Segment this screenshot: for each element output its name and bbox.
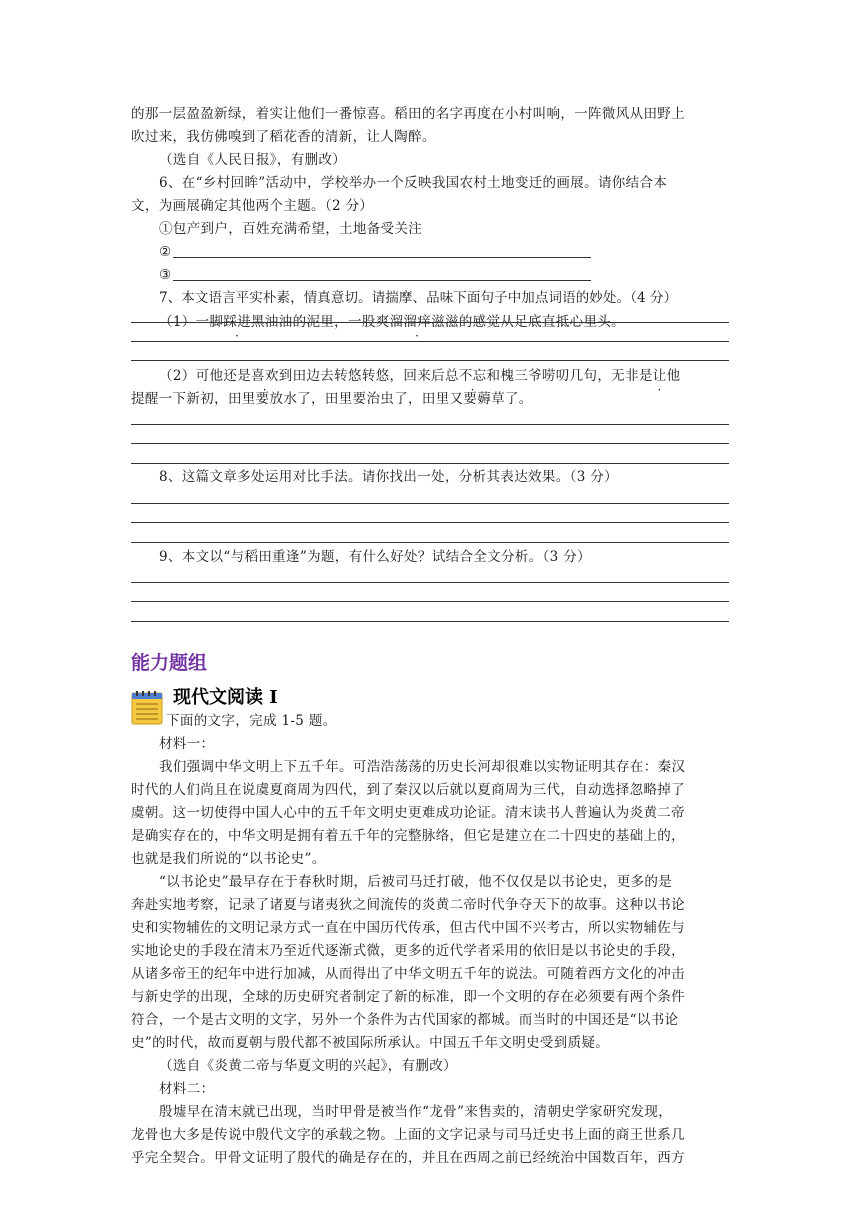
answer-line[interactable]: [131, 503, 729, 504]
answer-line[interactable]: [131, 322, 729, 323]
source-note: （选自《人民日报》，有删改）: [159, 152, 347, 168]
paragraph-line: “以书论史”最早存在于春秋时期，后被司马迁打破，他不仅仅是以书论史，更多的是: [159, 874, 673, 890]
answer-line[interactable]: [131, 522, 729, 523]
answer-blank-3[interactable]: ③: [159, 264, 731, 287]
paragraph-line: 史和实物辅佐的文明记录方式一直在中国历代传承，但古代中国不兴考古，所以实物辅佐与: [131, 920, 685, 936]
dotted-word: 爽溜溜痒滋滋 ·: [376, 314, 459, 330]
dotted-word: 喜欢: [251, 368, 279, 384]
question-7-sentence-1: （1）一脚踩进黑油油的泥里，一股爽溜溜痒滋滋 ·的感觉从足底直抵心里头。: [159, 311, 731, 334]
answer-line[interactable]: [131, 601, 729, 602]
paragraph-line: 符合，一个是古文明的文字，另外一个条件为古代国家的都城。而当时的中国还是“以书论: [131, 1012, 679, 1028]
paragraph-line: 实地论史的手段在清末乃至近代逐渐式微，更多的近代学者采用的依旧是以书论史的手段，: [131, 943, 685, 959]
dotted-word: 踩进: [223, 314, 252, 330]
paragraph-line: 乎完全契合。甲骨文证明了殷代的确是存在的，并且在西周之前已经统治中国数百年，西方: [131, 1150, 685, 1166]
answer-line[interactable]: [131, 424, 729, 425]
answer-line[interactable]: [131, 621, 729, 622]
source-note: （选自《炎黄二帝与华夏文明的兴起》，有删改）: [159, 1058, 457, 1074]
paragraph-line: 是确实存在的，中华文明是拥有着五千年的完整脉络，但它是建立在二十四史的基础上的，: [131, 828, 685, 844]
question-9: 9、本文以“与稻田重逢”为题，有什么好处？试结合全文分析。（3 分）: [159, 549, 591, 565]
paragraph-line: 虞朝。这一切使得中国人心中的五千年文明史更难成功论证。清末读书人普遍认为炎黄二帝: [131, 805, 685, 821]
paragraph-line: 奔赴实地考察，记录了诸夏与诸夷狄之间流传的炎黄二帝时代争夺天下的故事。这种以书论: [131, 897, 685, 913]
fill-blank[interactable]: [173, 243, 591, 258]
question-7-sentence-2: （2）可他还是喜欢到田边去转悠转悠，回来后总不忘和槐三爷唠叨几句，无非是让他: [159, 368, 681, 384]
paragraph-line: 也就是我们所说的“以书论史”。: [131, 851, 326, 867]
answer-line[interactable]: [131, 443, 729, 444]
dotted-word: 不忘: [458, 368, 487, 384]
answer-line[interactable]: [131, 463, 729, 464]
answer-option-1: ①包产到户，百姓充满希望，土地备受关注: [159, 221, 423, 237]
paragraph-line: 我们强调中华文明上下五千年。可浩浩荡荡的历史长河却很难以实物证明其存在：秦汉: [159, 759, 686, 775]
notebook-icon: [131, 691, 163, 725]
dotted-word: 让: [652, 368, 667, 384]
question-6: 6、在“乡村回眸”活动中，学校举办一个反映我国农村土地变迁的画展。请你结合本: [159, 175, 668, 191]
fill-blank[interactable]: [173, 266, 591, 281]
answer-line[interactable]: [131, 542, 729, 543]
paragraph-line: 殷墟早在清末就已出现，当时甲骨是被当作“龙骨”来售卖的，清朝史学家研究发现，: [159, 1104, 673, 1120]
paragraph-line: 从诸多帝王的纪年中进行加减，从而得出了中华文明五千年的说法。可随着西方文化的冲击: [131, 966, 685, 982]
paragraph-line: 龙骨也大多是传说中殷代文字的承载之物。上面的文字记录与司马迁史书上面的商王世系几: [131, 1127, 685, 1143]
answer-line[interactable]: [131, 360, 729, 361]
question-7: 7、本文语言平实朴素，情真意切。请揣摩、品味下面句子中加点词语的妙处。（4 分）: [159, 290, 678, 306]
text-line: 的那一层盈盈新绿，着实让他们一番惊喜。稻田的名字再度在小村叫响，一阵微风从田野上: [131, 106, 685, 122]
section-title: 能力题组: [131, 652, 208, 674]
instruction: 下面的文字，完成 1-5 题。: [166, 713, 337, 729]
material-1-label: 材料一：: [159, 736, 215, 752]
paragraph-line: 时代的人们尚且在说虞夏商周为四代，到了秦汉以后就以夏商周为三代，自动选择忽略掉了: [131, 782, 685, 798]
question-7-sentence-2-cont: 提醒一下新初，田里要放水了，田里要治虫了，田里又要薅草了。: [131, 391, 533, 407]
question-8: 8、这篇文章多处运用对比手法。请你找出一处，分析其表达效果。（3 分）: [159, 469, 618, 485]
text-line: 吹过来，我仿佛嗅到了稻花香的清新，让人陶醉。: [131, 129, 436, 145]
paragraph-line: 史”的时代，故而夏朝与殷代都不被国际所承认。中国五千年文明史受到质疑。: [131, 1035, 610, 1051]
material-2-label: 材料二：: [159, 1081, 215, 1097]
answer-blank-2[interactable]: ②: [159, 241, 731, 264]
subsection-title: 现代文阅读 I: [173, 687, 278, 708]
paragraph-line: 与新史学的出现，全球的历史研究者制定了新的标准，即一个文明的存在必须要有两个条件: [131, 989, 685, 1005]
question-6-cont: 文，为画展确定其他两个主题。（2 分）: [131, 198, 374, 214]
answer-line[interactable]: [131, 582, 729, 583]
answer-line[interactable]: [131, 341, 729, 342]
